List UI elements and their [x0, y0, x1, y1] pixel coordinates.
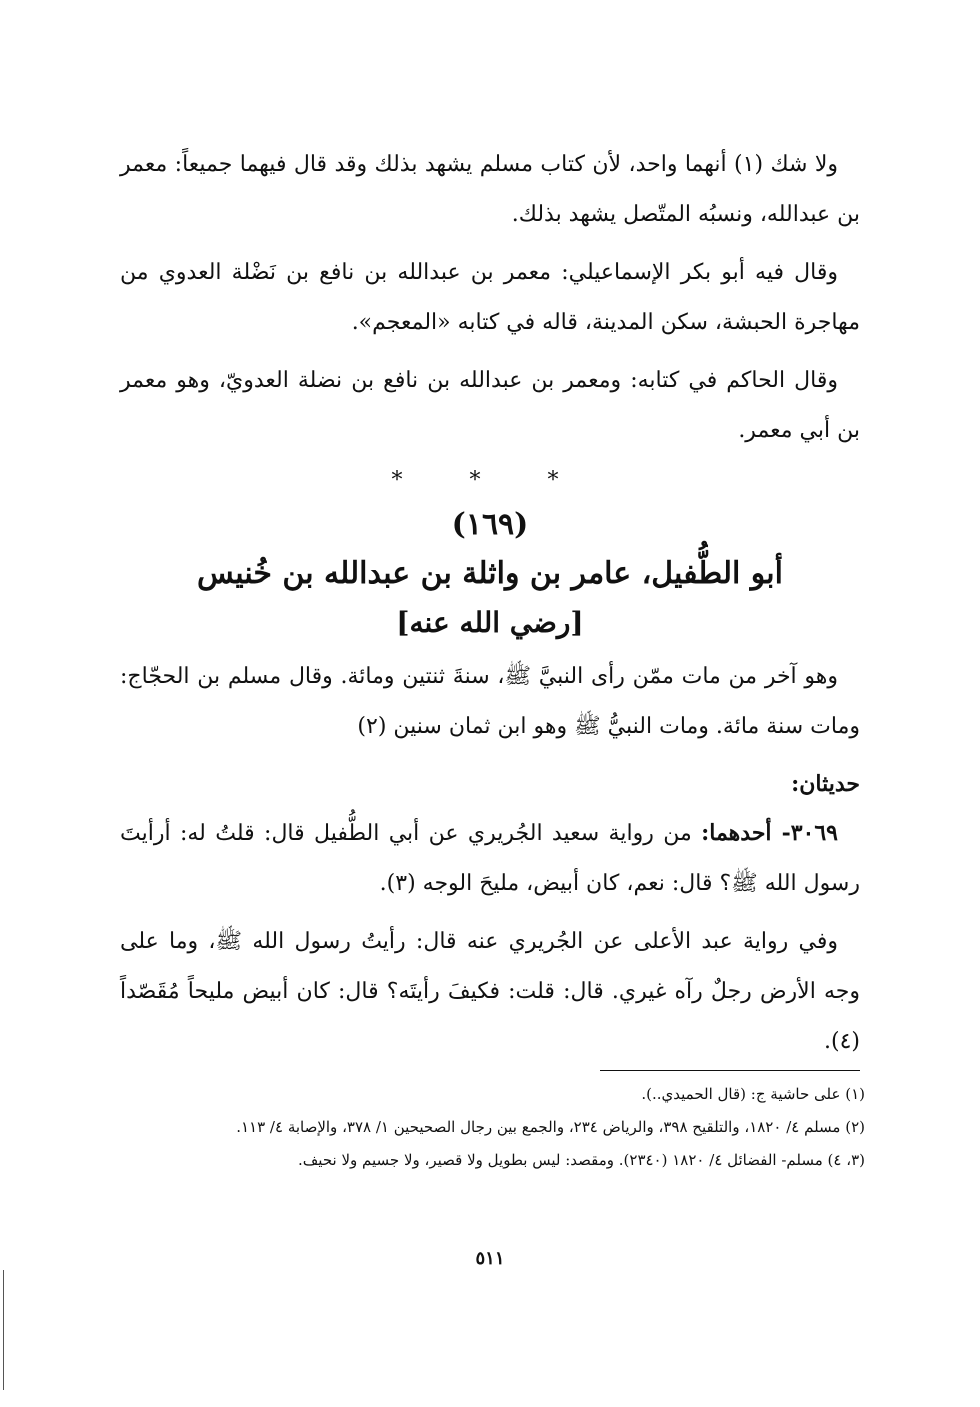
paragraph-hakim-quote: وقال الحاكم في كتابه: ومعمر بن عبدالله بن نافع بن نضلة العدويّ، وهو معمر بن أبي معمر.	[120, 368, 860, 443]
entry-title: أبو الطُّفيل، عامر بن واثلة بن عبدالله بن خُنيس	[197, 556, 783, 591]
entry-biography: وهو آخر من مات ممّن رأى النبيَّ ﷺ، سنةَ ثنتين ومائة. وقال مسلم بن الحجّاج: ومات سنة مائة. ومات النبيُّ ﷺ وهو ابن ثمان سنين (٢)	[120, 664, 860, 739]
paragraph-ismaili-quote: وقال فيه أبو بكر الإسماعيلي: معمر بن عبدالله بن نافع بن نَضْلة العدوي من مهاجرة الحبشة، سكن المدينة، قاله في كتابه «المعجم».	[120, 260, 860, 335]
hadith-count-heading: حديثان:	[791, 771, 860, 797]
hadith-paragraph	[120, 808, 860, 909]
footnote-divider	[600, 1070, 860, 1071]
hadith-number: ٣٠٦٩- أحدهما:	[701, 820, 838, 846]
page-body	[120, 140, 860, 1075]
section-separator: * * *	[391, 468, 589, 493]
footnote-2: (٢) مسلم ٤/ ١٨٢٠، والتلقيح ٣٩٨، والرياض ٢٣٤، والجمع بين رجال الصحيحين ١/ ٣٧٨، والإصابة ٤/ ١١٣.	[236, 1118, 865, 1136]
hadith-text: من رواية سعيد الجُريري عن أبي الطُّفيل قال: قلتُ له: أرأيتَ رسول الله ﷺ؟ قال: نعم، كان أبيض، مليحَ الوجه (٣).	[120, 821, 860, 896]
footnotes	[120, 1078, 865, 1177]
hadith-variant: وفي رواية عبد الأعلى عن الجُريري عنه قال: رأيتُ رسول الله ﷺ، وما على وجه الأرض رجلٌ رآه غيري. قال: قلت: فكيفَ رأيتَه؟ قال: كان أبيض مليحاً مُقَصّداً (٤).	[120, 929, 860, 1054]
entry-subtitle: [رضي الله عنه]	[396, 606, 584, 639]
page-number: ٥١١	[475, 1248, 505, 1269]
footnote-1: (١) على حاشية ج: (قال الحميدي..).	[641, 1085, 865, 1103]
scan-margin-line	[3, 1270, 4, 1390]
paragraph-narrators-identity: ولا شك (١) أنهما واحد، لأن كتاب مسلم يشهد بذلك وقد قال فيهما جميعاً: معمر بن عبدالله، ونسبُه المتّصل يشهد بذلك.	[120, 152, 860, 227]
footnote-3-4: (٣، ٤) مسلم- الفضائل ٤/ ١٨٢٠ (٢٣٤٠). ومقصد: ليس بطويل ولا قصير، ولا جسيم ولا نحيف.	[298, 1151, 865, 1169]
entry-number: (١٦٩)	[451, 507, 529, 542]
